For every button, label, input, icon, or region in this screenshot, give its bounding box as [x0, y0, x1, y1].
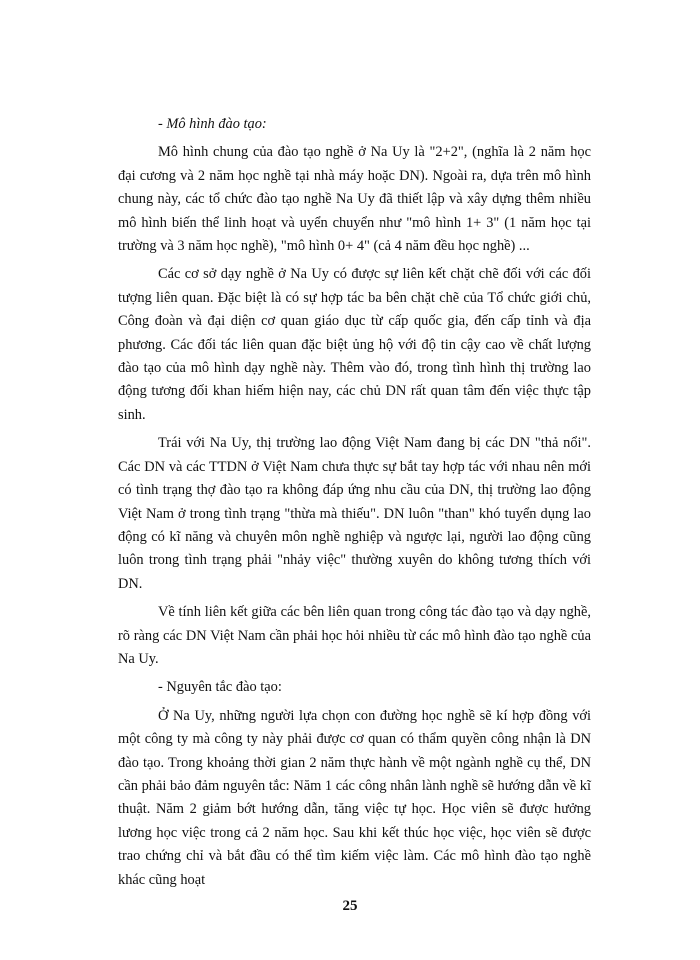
paragraph-training-model-1: Mô hình chung của đào tạo nghề ở Na Uy là "2+2", (nghĩa là 2 năm học đại cương và 2 năm học nghề tại nhà máy hoặc DN). Ngoài ra, dựa trên mô hình chung này, các tổ chức đào tạo nghề Na Uy đã thiết lập và xây dựng thêm nhiều mô hình biến thể linh hoạt và uyển chuyển như "mô hình 1+ 3" (1 năm học tại trường và 3 năm học nghề), "mô hình 0+ 4" (cả 4 năm đều học nghề) ...: [118, 144, 591, 255]
paragraph-training-principle-1: Ở Na Uy, những người lựa chọn con đường học nghề sẽ kí hợp đồng với một công ty mà công ty này phải được cơ quan có thẩm quyền công nhận là DN đào tạo. Trong khoảng thời gian 2 năm thực hành về một ngành nghề cụ thể, DN cần phải bảo đảm nguyên tắc: Năm 1 các công nhân lành nghề sẽ hướng dẫn về kĩ thuật. Năm 2 giảm bớt hướng dẫn, tăng việc tự học. Học viên sẽ được hưởng lương học việc trong cả 2 năm học. Sau khi kết thúc học việc, học viên sẽ được trao chứng chỉ và bắt đầu có thể tìm kiếm việc làm. Các mô hình đào tạo nghề khác cũng hoạt: [118, 707, 591, 888]
paragraph-training-model-2: Các cơ sở dạy nghề ở Na Uy có được sự liên kết chặt chẽ đối với các đối tượng liên quan. Đặc biệt là có sự hợp tác ba bên chặt chẽ của Tổ chức giới chủ, Công đoàn và đại diện cơ quan giáo dục từ cấp quốc gia, đến cấp tỉnh và địa phương. Các đối tác liên quan đặc biệt ủng hộ với độ tin cậy cao về chất lượng đào tạo của mô hình dạy nghề này. Thêm vào đó, trong tình hình thị trường lao động tương đối khan hiếm hiện nay, các chủ DN rất quan tâm đến việc thực tập sinh.: [118, 266, 591, 423]
paragraph-training-model-3: Trái với Na Uy, thị trường lao động Việt Nam đang bị các DN "thả nổi". Các DN và các TTDN ở Việt Nam chưa thực sự bắt tay hợp tác với nhau nên mới có tình trạng thợ đào tạo ra không đáp ứng nhu cầu của DN, thị trường lao động Việt Nam ở trong tình trạng "thừa mà thiếu". DN luôn "than" khó tuyển dụng lao động có kĩ năng và chuyên môn nghề nghiệp và ngược lại, người lao động cũng luôn trong tình trạng phải "nhảy việc" thường xuyên do không tương thích với DN.: [118, 435, 591, 592]
section-heading-training-model: - Mô hình đào tạo:: [158, 116, 267, 132]
paragraph-training-model-4: Về tính liên kết giữa các bên liên quan trong công tác đào tạo và dạy nghề, rõ ràng các DN Việt Nam cần phải học hỏi nhiều từ các mô hình đào tạo nghề của Na Uy.: [118, 604, 591, 667]
page-number: 25: [342, 898, 358, 914]
section-heading-training-principle: - Nguyên tắc đào tạo:: [158, 679, 282, 696]
document-body: [118, 113, 591, 892]
